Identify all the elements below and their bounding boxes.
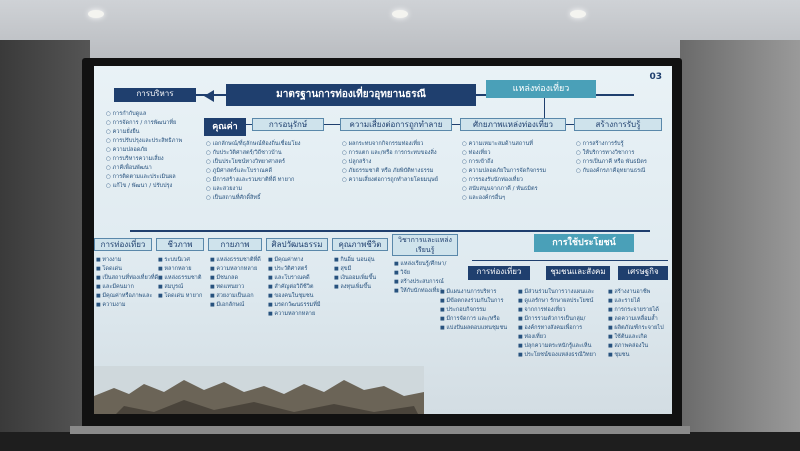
admin-head: การบริหาร: [114, 88, 196, 102]
left-arrow-icon: [204, 90, 214, 102]
conservation-item: ○ กับประวัติศาสตร์/วิถีชาวบ้าน: [206, 149, 300, 158]
category-potential: ศักยภาพแหล่งท่องเที่ยว: [460, 118, 566, 131]
risk-list: [342, 140, 438, 185]
culture-item: ■ และโบราณคดี: [268, 274, 321, 283]
learning-item: ■ ให้กับนักท่องเที่ยว: [394, 287, 446, 296]
benefit-economy-item: ■ ใช้ต้นและเกิด: [608, 333, 664, 342]
learning-list: [394, 260, 446, 296]
awareness-item: ○ การสร้างการรับรู้: [576, 140, 647, 149]
bio-item: ■ แหล่งธรรมชาติ: [158, 274, 202, 283]
culture-list: [268, 256, 321, 319]
conservation-list: [206, 140, 300, 203]
conservation-item: ○ ภูมิศาสตร์และโบราณคดี: [206, 167, 300, 176]
benefit-community-item: ■ ประโยชน์ของแหล่งธรณีวิทยา: [518, 351, 596, 360]
culture-item: ■ มีคุณค่าทาง: [268, 256, 321, 265]
benefit-community-item: ■ ท่องเที่ยว: [518, 333, 596, 342]
category-risk: ความเสี่ยงต่อการถูกทำลาย: [340, 118, 452, 131]
ceiling-light: [392, 10, 408, 18]
ceiling-light: [570, 10, 586, 18]
admin-list: [106, 110, 182, 191]
benefit-head: การใช้ประโยชน์: [534, 234, 634, 252]
learning-item: ■ วิจัย: [394, 269, 446, 278]
benefit-economy-item: ■ ชุมชน: [608, 351, 664, 360]
bottom-category-bio: ชีวภาพ: [156, 238, 204, 251]
page-number: 03: [649, 72, 662, 82]
awareness-item: ○ ให้บริการทางวิชาการ: [576, 149, 647, 158]
benefit-connector: [472, 260, 668, 261]
category-awareness: สร้างการรับรู้: [574, 118, 662, 131]
benefit-tourism-item: ■ แบ่งปันผลตอบแทนชุมชน: [440, 324, 507, 333]
risk-item: ○ ความเสี่ยงต่อการถูกทำลายโดยมนุษย์: [342, 176, 438, 185]
benefit-community-item: ■ ดูแลรักษา รักษาผลประโยชน์: [518, 297, 596, 306]
quality-item: ■ สุขมี: [334, 265, 376, 274]
awareness-item: ○ การเป็นภาคี หรือ พันธมิตร: [576, 158, 647, 167]
limestone-rocks-photo: [94, 366, 424, 414]
potential-list: [462, 140, 546, 203]
benefit-tourism-item: ■ มีข้อตกลงร่วมกันในการ: [440, 297, 507, 306]
bio-list: [158, 256, 202, 301]
benefit-tourism-item: ■ มีแผนงานการบริหาร: [440, 288, 507, 297]
potential-item: ○ ความปลอดภัยในการจัดกิจกรรม: [462, 167, 546, 176]
potential-item: ○ และองค์กรอื่นๆ: [462, 194, 546, 203]
benefit-category-economy: เศรษฐกิจ: [618, 266, 668, 280]
benefit-category-tourism: การท่องเที่ยว: [468, 266, 530, 280]
benefit-economy-list: [608, 288, 664, 360]
ceiling-light: [88, 10, 104, 18]
benefit-community-item: ■ มีการรวมตัวการเป็นกลุ่ม/: [518, 315, 596, 324]
tourism-item: ■ เป็นสถานที่ท่องเที่ยวที่ดี: [96, 274, 158, 283]
projected-slide: [94, 66, 672, 414]
benefit-tourism-item: ■ ประกอบกิจกรรม: [440, 306, 507, 315]
admin-item: ○ การติดตามและประเมินผล: [106, 173, 182, 182]
tourism-item: ■ ความงาม: [96, 301, 158, 310]
quality-item: ■ กินอิ่ม นอนอุ่น: [334, 256, 376, 265]
quality-item: ■ เงินออมเพิ่มขึ้น: [334, 274, 376, 283]
potential-item: ○ ท่องเที่ยว: [462, 149, 546, 158]
admin-item: ○ การกำกับดูแล: [106, 110, 182, 119]
awareness-item: ○ กับองค์กรภาคีอุทยานธรณี: [576, 167, 647, 176]
quality-list: [334, 256, 376, 292]
bio-item: ■ สมบูรณ์: [158, 283, 202, 292]
bottom-category-physical: กายภาพ: [208, 238, 262, 251]
benefit-tourism-list: [440, 288, 507, 333]
culture-item: ■ ของคนในชุมชน: [268, 292, 321, 301]
culture-item: ■ ประวัติศาสตร์: [268, 265, 321, 274]
benefit-economy-item: ■ สภาพคล่องใน: [608, 342, 664, 351]
potential-item: ○ ความเหมาะสมด้านสถานที่: [462, 140, 546, 149]
admin-item: ○ แก้ไข / พัฒนา / ปรับปรุง: [106, 182, 182, 191]
benefit-community-list: [518, 288, 596, 360]
physical-item: ■ มีเอกลักษณ์: [210, 301, 261, 310]
screen-bottom-bar: [70, 426, 690, 434]
value-head: คุณค่า: [204, 118, 246, 136]
awareness-list: [576, 140, 647, 176]
quality-item: ■ ลงทุนเพิ่มขึ้น: [334, 283, 376, 292]
tourism-item: ■ ทางงาม: [96, 256, 158, 265]
physical-item: ■ มีชนกลด: [210, 274, 261, 283]
bottom-category-learning: วิชาการและแหล่งเรียนรู้: [392, 234, 458, 256]
main-title: มาตรฐานการท่องเที่ยวอุทยานธรณี: [226, 84, 476, 106]
physical-item: ■ ความหลากหลาย: [210, 265, 261, 274]
risk-item: ○ ปลูกสร้าง: [342, 158, 438, 167]
benefit-community-item: ■ จากการท่องเที่ยว: [518, 306, 596, 315]
physical-item: ■ ทดแทนยาว: [210, 283, 261, 292]
right-wall: [680, 40, 800, 451]
admin-item: ○ ความปลอดภัย: [106, 146, 182, 155]
culture-item: ■ ความหลากหลาย: [268, 310, 321, 319]
risk-item: ○ ผลกระทบจากกิจกรรมท่องเที่ยว: [342, 140, 438, 149]
potential-item: ○ สนับสนุนจากภาคี / พันธมิตร: [462, 185, 546, 194]
tourism-list: [96, 256, 158, 310]
benefit-economy-item: ■ และรายได้: [608, 297, 664, 306]
benefit-community-item: ■ ปลุกความตระหนักรู้และเห็น: [518, 342, 596, 351]
admin-item: ○ ความยั่งยืน: [106, 128, 182, 137]
bottom-category-tourism: การท่องเที่ยว: [94, 238, 152, 251]
bottom-category-quality: คุณภาพชีวิต: [332, 238, 388, 251]
tourism-item: ■ และมีคนมาก: [96, 283, 158, 292]
tourism-item: ■ โดดเด่น: [96, 265, 158, 274]
learning-item: ■ สร้างประสบการณ์: [394, 278, 446, 287]
physical-item: ■ แหล่งธรรมชาติที่ดี: [210, 256, 261, 265]
benefit-community-item: ■ มีส่วนร่วมในการวางแผนและ: [518, 288, 596, 297]
attractions-connector: [544, 98, 545, 118]
bio-item: ■ โดดเด่น หายาก: [158, 292, 202, 301]
conservation-item: ○ มีการสร้างและรวมขาติที่ดี ทายาก: [206, 176, 300, 185]
benefit-economy-item: ■ สร้างงานอาชีพ: [608, 288, 664, 297]
benefit-community-item: ■ องค์กรทางสังคมเพื่อการ: [518, 324, 596, 333]
culture-item: ■ สำคัญต่อวิถีชีวิต: [268, 283, 321, 292]
benefit-economy-item: ■ ลดความเหลื่อมล้ำ: [608, 315, 664, 324]
conservation-item: ○ เป็นประโยชน์ทางวิทยาศาสตร์: [206, 158, 300, 167]
benefit-economy-item: ■ การกระจายรายได้: [608, 306, 664, 315]
tourism-item: ■ มีคุณค่าหรือภาพและ: [96, 292, 158, 301]
culture-item: ■ มรดกวัฒนธรรมที่มี: [268, 301, 321, 310]
learning-item: ■ แหล่งเรียนรู้/ศึกษา/: [394, 260, 446, 269]
conservation-item: ○ และสวยงาม: [206, 185, 300, 194]
admin-item: ○ การปรับปรุงและประสิทธิภาพ: [106, 137, 182, 146]
conservation-item: ○ เป็นสถานที่ศักดิ์สิทธิ์: [206, 194, 300, 203]
potential-item: ○ การรองรับนักท่องเที่ยว: [462, 176, 546, 185]
middle-connector: [130, 230, 650, 232]
bottom-category-culture: ศิลปวัฒนธรรม: [266, 238, 328, 251]
bio-item: ■ หลากหลาย: [158, 265, 202, 274]
bio-item: ■ ระบบนิเวศ: [158, 256, 202, 265]
attractions-head: แหล่งท่องเที่ยว: [486, 80, 596, 98]
admin-item: ○ ภาคีเพื่อนพัฒนา: [106, 164, 182, 173]
left-wall: [0, 40, 90, 451]
potential-item: ○ การเข้าถึง: [462, 158, 546, 167]
admin-item: ○ การบริหารความเสี่ยง: [106, 155, 182, 164]
admin-item: ○ การจัดการ / การพัฒนาที่ย: [106, 119, 182, 128]
risk-item: ○ การแตก และ/หรือ การกระทบของสิ่ง: [342, 149, 438, 158]
benefit-economy-item: ■ ผลิตภัณฑ์กระจายไป: [608, 324, 664, 333]
benefit-tourism-item: ■ มีการจัดการ และ/หรือ: [440, 315, 507, 324]
conservation-item: ○ เอกลักษณ์/ที่ธุลักษณ์ท้องถิ่นเชื่อมโยง: [206, 140, 300, 149]
physical-item: ■ สวยงามเป็นเอก: [210, 292, 261, 301]
physical-list: [210, 256, 261, 310]
benefit-category-community: ชุมชนและสังคม: [546, 266, 610, 280]
risk-item: ○ ภัยธรรมชาติ หรือ ภัยพิบัติทางธรรม: [342, 167, 438, 176]
floor: [0, 432, 800, 451]
category-conservation: การอนุรักษ์: [252, 118, 324, 131]
